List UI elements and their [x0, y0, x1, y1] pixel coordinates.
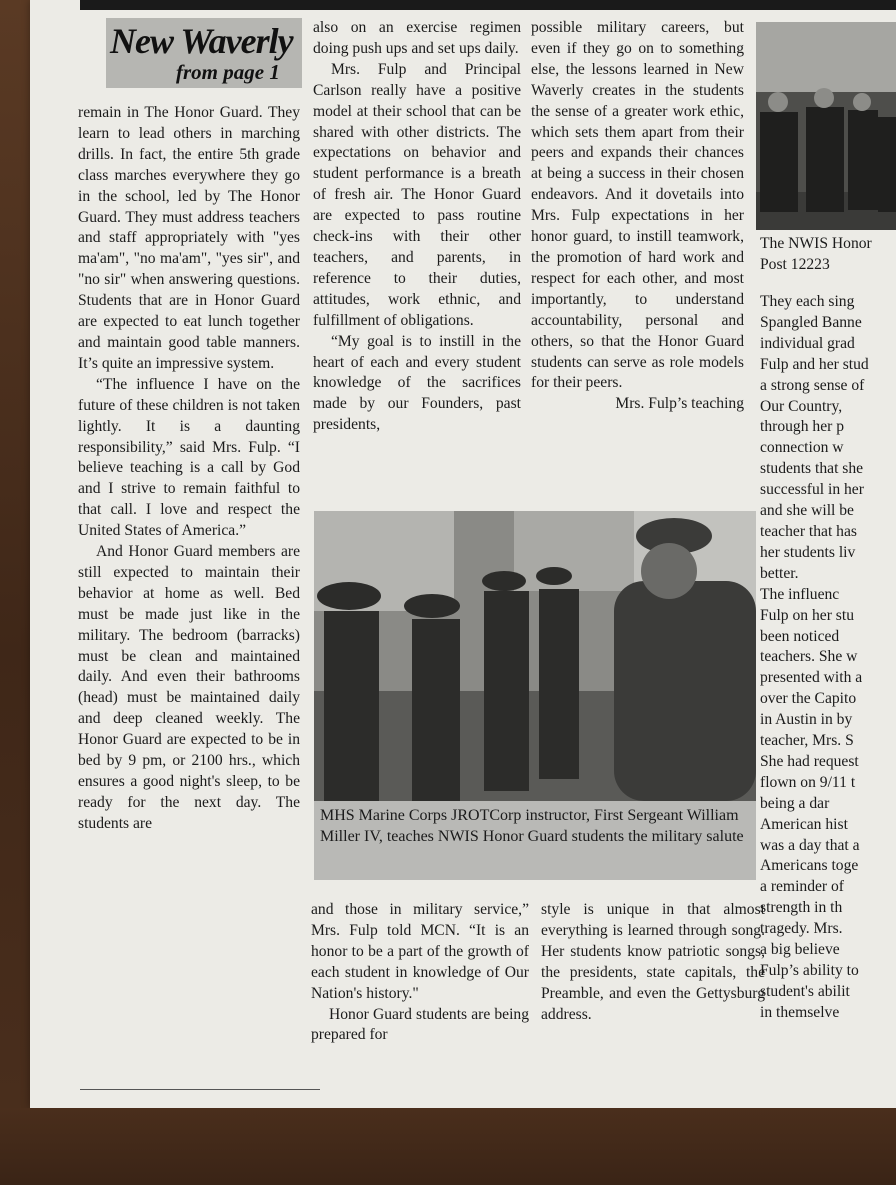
honor-guard-photo-image	[756, 22, 896, 230]
column-line: been noticed	[760, 627, 840, 645]
column-line: Americans toge	[760, 857, 859, 875]
column-line: teacher, Mrs. S	[760, 732, 854, 750]
column-line: a strong sense of	[760, 376, 865, 394]
column-line: and she will be	[760, 502, 854, 520]
paragraph: and those in military service,” Mrs. Fulp told MCN. “It is an honor to be a part of the growth of each student in knowledge of Our Nation's history."	[311, 901, 529, 1002]
column-line: better.	[760, 564, 799, 582]
column-line: in themselve	[760, 1003, 840, 1021]
top-rule	[80, 0, 896, 10]
caption-line: The NWIS Honor	[760, 235, 872, 252]
paragraph: “My goal is to instill in the heart of each and every student knowledge of the sacrifices made by our Founders, past presidents,	[313, 332, 521, 434]
column-line: Fulp on her stu	[760, 606, 854, 624]
honor-guard-photo-caption	[760, 233, 896, 275]
column-line: was a day that a	[760, 836, 860, 854]
paragraph: “The influence I have on the future of these children is not taken lightly. It is a daunting responsibility,” said Mrs. Fulp. “I believe teaching is a call by God and I strive to remain faithful to that call. I love and respect the United States of America.”	[78, 375, 300, 540]
article-column-4	[760, 292, 896, 1024]
column-line: being a dar	[760, 794, 830, 812]
article-column-1	[78, 103, 300, 835]
column-line: student's abilit	[760, 982, 850, 1000]
paragraph: remain in The Honor Guard. They learn to lead others in marching drills. In fact, the entire 5th grade class marches everywhere they go in the school, led by The Honor Guard. They must address teachers and staff appropriately with "yes ma'am", "no ma'am", "yes sir", and "no sir" when answering questions. Students that are in Honor Guard are expected to eat lunch together and maintain good table manners. It’s quite an impressive system.	[78, 104, 300, 372]
article-column-2-continued	[311, 900, 529, 1046]
column-line: They each sing	[760, 293, 855, 310]
paragraph: Honor Guard students are being prepared for	[311, 1005, 529, 1044]
column-line: Fulp and her stud	[760, 355, 869, 373]
column-line: through her p	[760, 418, 845, 436]
column-line: flown on 9/11 t	[760, 773, 856, 791]
article-column-3	[531, 18, 744, 415]
salute-photo	[314, 511, 756, 801]
bottom-rule	[80, 1089, 320, 1090]
column-line: in Austin in by	[760, 711, 853, 729]
column-line: Spangled Banne	[760, 313, 862, 331]
paragraph: style is unique in that almost everything is learned through song. Her students know patriotic songs, the presidents, state capitals, the Preamble, and even the Gettysburg address.	[541, 901, 765, 1023]
column-line: The influenc	[760, 585, 840, 603]
column-line: a reminder of	[760, 878, 844, 896]
column-line: her students liv	[760, 543, 856, 561]
column-line: presented with a	[760, 669, 863, 687]
salute-photo-image	[314, 511, 756, 801]
column-line: American hist	[760, 815, 848, 833]
column-line: successful in her	[760, 481, 864, 499]
paragraph: And Honor Guard members are still expected to maintain their behavior at home as well. Bed must be made just like in the military. The bedroom (barracks) must be clean and maintained daily. And even their bathrooms (head) must be maintained daily and deep cleaned weekly. The Honor Guard are expected to be in bed by 9 pm, or 2100 hrs., which ensures a good night's sleep, to be ready for the next day. The students are	[78, 543, 300, 832]
article-column-2	[313, 18, 521, 436]
article-column-3-continued	[541, 900, 765, 1025]
column-line: connection w	[760, 439, 844, 457]
column-line: individual grad	[760, 334, 855, 352]
paragraph: possible military careers, but even if they go on to something else, the lessons learned in New Waverly creates in the students the sense of a greater work ethic, which sets them apart from their peers and expands their chances at being a success in their chosen endeavors. And it dovetails into Mrs. Fulp expectations in her honor guard, to instill teamwork, the promotion of hard work and respect for each other, and most importantly, to understand accountability, personal and others, so that the Honor Guard students can serve as role models for their peers.	[531, 19, 744, 392]
column-line: She had request	[760, 752, 859, 770]
continuation-subtitle: from page 1	[176, 60, 280, 84]
column-line: strength in th	[760, 899, 843, 917]
column-line: tragedy. Mrs.	[760, 920, 843, 938]
continuation-title: New Waverly	[110, 21, 293, 61]
column-line: teacher that has	[760, 522, 857, 540]
column-line: teachers. She w	[760, 648, 858, 666]
paragraph: Mrs. Fulp and Principal Carlson really have a positive model at their school that can be shared with other districts. The expectations on behavior and student performance is a breath of fresh air. The Honor Guard are expected to pass routine check-ins with their other teachers, and parents, in reference to their duties, attitudes, work ethnic, and fulfillment of obligations.	[313, 60, 521, 329]
photo-caption: MHS Marine Corps JROTCorp instructor, First Sergeant William Miller IV, teaches NWIS Honor Guard students the military salute	[314, 801, 756, 880]
paragraph: also on an exercise regimen doing push ups and set ups daily.	[313, 19, 521, 57]
honor-guard-photo	[756, 22, 896, 230]
column-line: Our Country,	[760, 397, 843, 415]
column-line: Fulp’s ability to	[760, 962, 859, 979]
caption-line: Post 12223	[760, 256, 830, 273]
paragraph: Mrs. Fulp’s teaching	[615, 395, 744, 413]
wooden-table	[0, 1108, 896, 1185]
column-line: over the Capito	[760, 690, 857, 708]
column-line: a big believe	[760, 941, 840, 959]
column-line: students that she	[760, 460, 864, 478]
